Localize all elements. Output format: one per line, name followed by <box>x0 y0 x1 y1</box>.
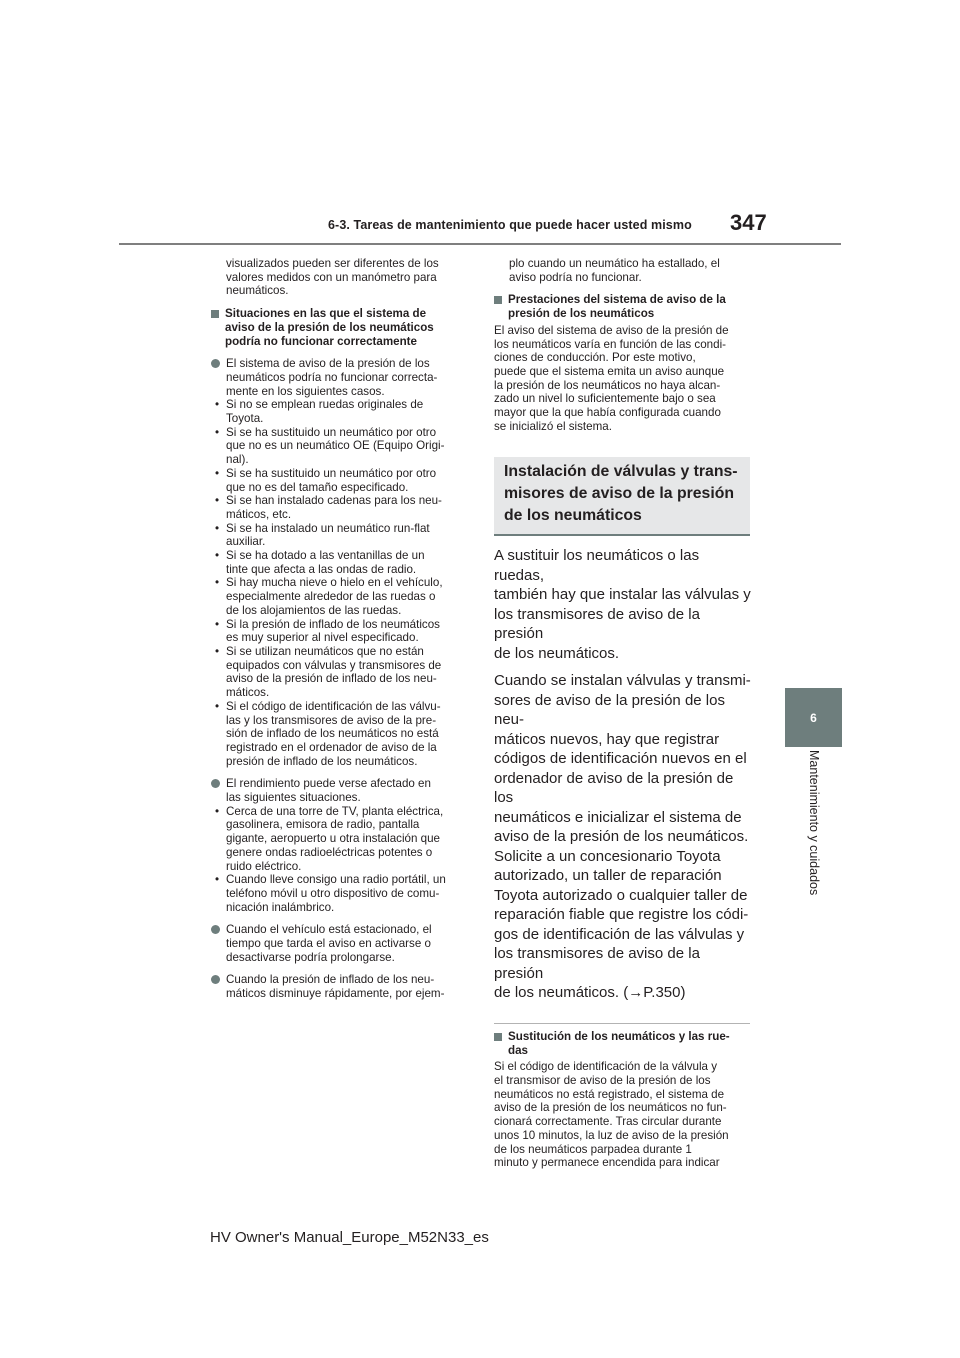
text-line: la presión de los neumáticos no haya alcan- <box>494 378 721 392</box>
sub-item <box>211 398 466 425</box>
sub-item <box>211 549 466 576</box>
text-line: las siguientes situaciones. <box>226 791 361 805</box>
text-line: gigante, aeropuerto u otra instalación que <box>226 832 440 846</box>
right-column <box>494 257 752 1170</box>
header-divider <box>119 243 841 245</box>
bullet-item <box>211 923 466 964</box>
text-line: Sustitución de los neumáticos y las rue- <box>508 1029 730 1043</box>
sub-item <box>211 645 466 700</box>
square-bullet-icon <box>494 296 502 304</box>
bullet-item <box>211 777 466 804</box>
text-line: Si hay mucha nieve o hielo en el vehículo, <box>226 576 443 590</box>
text-line: mente en los siguientes casos. <box>226 384 385 398</box>
section-body <box>494 1060 752 1170</box>
topic-heading-box <box>494 457 750 536</box>
bullet-item <box>211 973 466 1000</box>
text-line: Si se utilizan neumáticos que no están <box>226 644 424 658</box>
text-line: teléfono móvil u otro dispositivo de comu- <box>226 886 440 900</box>
section-heading <box>494 293 752 320</box>
dot-bullet-icon: • <box>215 804 220 818</box>
text-line: registrado en el ordenador de aviso de la <box>226 740 437 754</box>
sub-list <box>211 398 466 768</box>
text-line: El sistema de aviso de la presión de los <box>226 357 430 371</box>
text-line: misores de aviso de la presión <box>504 485 735 503</box>
intro-paragraph <box>211 257 466 298</box>
text-line: aviso de la presión de los neumáticos <box>225 320 434 334</box>
dot-bullet-icon: • <box>215 873 220 887</box>
text-line: también hay que instalar las válvulas y <box>494 586 751 604</box>
text-line: Si no se emplean ruedas originales de <box>226 398 424 412</box>
text-line: ruido eléctrico. <box>226 859 302 873</box>
section-title <box>508 293 726 320</box>
left-column <box>211 257 466 1001</box>
text-line: genere ondas radioeléctricas potentes o <box>226 845 433 859</box>
dot-bullet-icon: • <box>215 644 220 658</box>
text-line: presión de inflado de los neumáticos. <box>226 754 418 768</box>
text-line: nicación inalámbrico. <box>226 900 335 914</box>
body-paragraph <box>494 671 752 1003</box>
bullet-text <box>226 357 437 398</box>
text-line: ordenador de aviso de la presión de los <box>494 769 734 807</box>
text-line: máticos. <box>226 686 270 700</box>
text-line: Cuando el vehículo está estacionado, el <box>226 923 432 937</box>
sub-item <box>211 467 466 494</box>
text-line: neumáticos. <box>226 284 289 298</box>
text-line: máticos disminuye rápidamente, por ejem- <box>226 987 445 1001</box>
section-title <box>508 1030 730 1057</box>
circle-bullet-icon <box>211 975 220 984</box>
text-line: gos de identificación de las válvulas y <box>494 925 745 943</box>
text-line: Toyota. <box>226 412 264 426</box>
text-line: das <box>508 1043 528 1057</box>
text-line: plo cuando un neumático ha estallado, el <box>509 257 720 270</box>
text-line: de los alojamientos de las ruedas. <box>226 603 402 617</box>
section-heading <box>494 1030 752 1057</box>
text-line: los transmisores de aviso de la presión <box>494 945 700 982</box>
text-line: sión de inflado de los neumáticos no está <box>226 727 439 741</box>
text-line: Situaciones en las que el sistema de <box>225 307 427 321</box>
bullet-text <box>226 777 431 804</box>
page-reference-link[interactable]: de los neumáticos. (→P.350) <box>494 984 686 1002</box>
text-line: auxiliar. <box>226 535 266 549</box>
dot-bullet-icon: • <box>215 398 220 412</box>
dot-bullet-icon: • <box>215 699 220 713</box>
sub-item <box>211 522 466 549</box>
text-line: cionará correctamente. Tras circular durante <box>494 1115 722 1129</box>
topic-heading <box>504 461 744 527</box>
text-line: reparación fiable que registre los códi- <box>494 906 749 924</box>
sub-item <box>211 618 466 645</box>
text-line: Si se ha sustituido un neumático por otro <box>226 425 437 439</box>
text-line: códigos de identificación nuevos en el <box>494 750 747 768</box>
page-number: 347 <box>730 210 767 235</box>
text-line: nal). <box>226 453 249 467</box>
text-line: presión de los neumáticos <box>508 307 655 321</box>
text-line: Si se han instalado cadenas para los neu- <box>226 494 442 508</box>
text-line: neumáticos e inicializar el sistema de <box>494 808 742 826</box>
section-header-title: 6-3. Tareas de mantenimiento que puede hacer usted mismo <box>328 218 692 232</box>
text-line: es muy superior al nivel especificado. <box>226 631 419 645</box>
text-line: especialmente alrededor de las ruedas o <box>226 590 436 604</box>
chapter-label-container <box>785 750 842 920</box>
text-line: los transmisores de aviso de la presión <box>494 605 700 643</box>
text-line: zado un nivel lo suficientemente bajo o sea <box>494 392 716 406</box>
text-line: aviso de la presión de inflado de los neu- <box>226 672 437 686</box>
text-line: neumáticos no está registrado, el sistema de <box>494 1087 725 1101</box>
bullet-text <box>226 973 444 1000</box>
text-line: sores de aviso de la presión de los neu- <box>494 691 725 729</box>
text-line: Cuando se instalan válvulas y transmi- <box>494 672 751 690</box>
text-line: equipados con válvulas y transmisores de <box>226 658 442 672</box>
text-line: puede que el sistema emita un aviso aunque <box>494 364 725 378</box>
text-line: gasolinera, emisora de radio, pantalla <box>226 818 420 832</box>
text-line: El aviso del sistema de aviso de la presión de <box>494 323 729 337</box>
circle-bullet-icon <box>211 359 220 368</box>
sub-item <box>211 873 466 914</box>
text-line: autorizado, un taller de reparación <box>494 867 722 885</box>
bullet-item <box>211 357 466 398</box>
text-line: Cerca de una torre de TV, planta eléctrica, <box>226 804 444 818</box>
section-heading <box>211 307 466 348</box>
text-line: que no es del tamaño especificado. <box>226 480 409 494</box>
text-line: Instalación de válvulas y trans- <box>504 463 738 481</box>
sub-item <box>211 426 466 467</box>
dot-bullet-icon: • <box>215 617 220 631</box>
section-divider <box>494 1023 750 1024</box>
text-line: desactivarse podría prolongarse. <box>226 950 395 964</box>
sub-item <box>211 576 466 617</box>
chapter-label: Mantenimiento y cuidados <box>807 750 821 896</box>
text-line: tinte que afecta a las ondas de radio. <box>226 562 417 576</box>
text-line: valores medidos con un manómetro para <box>226 270 437 284</box>
text-line: A sustituir los neumáticos o las ruedas, <box>494 547 700 584</box>
text-line: ciones de conducción. Por este motivo, <box>494 351 696 365</box>
text-line: tiempo que tarda el aviso en activarse o <box>226 937 431 951</box>
text-line: se inicializó el sistema. <box>494 419 612 433</box>
text-line: Cuando la presión de inflado de los neu- <box>226 973 435 987</box>
text-line: Si el código de identificación de la válvula y <box>494 1060 717 1074</box>
text-line: Prestaciones del sistema de aviso de la <box>508 293 726 307</box>
sub-list <box>211 805 466 915</box>
text-line: podría no funcionar correctamente <box>225 334 417 348</box>
text-line: El rendimiento puede verse afectado en <box>226 777 431 791</box>
text-line: máticos nuevos, hay que registrar <box>494 730 720 748</box>
sub-item <box>211 494 466 521</box>
body-paragraph <box>494 546 752 663</box>
text-line: aviso de la presión de los neumáticos no fun- <box>494 1101 727 1115</box>
text-line: las y los transmisores de aviso de la pre- <box>226 713 437 727</box>
bullet-text <box>226 923 432 964</box>
text-line: aviso podría no funcionar. <box>509 270 642 284</box>
text-line: Si se ha instalado un neumático run-flat <box>226 521 430 535</box>
text-line: Toyota autorizado o cualquier taller de <box>494 886 748 904</box>
text-line: los neumáticos varía en función de las condi- <box>494 337 727 351</box>
text-line: de los neumáticos. <box>494 644 620 662</box>
sub-item <box>211 700 466 769</box>
text-line: Si el código de identificación de las válvu- <box>226 699 441 713</box>
text-line: Si se ha sustituido un neumático por otro <box>226 466 437 480</box>
text-line: Solicite a un concesionario Toyota <box>494 847 721 865</box>
text-line: Si se ha dotado a las ventanillas de un <box>226 549 425 563</box>
chapter-tab <box>785 688 842 747</box>
text-line: Cuando lleve consigo una radio portátil, un <box>226 873 446 887</box>
dot-bullet-icon: • <box>215 466 220 480</box>
square-bullet-icon <box>211 310 219 318</box>
text-line: mayor que la que había configurada cuando <box>494 406 721 420</box>
dot-bullet-icon: • <box>215 425 220 439</box>
circle-bullet-icon <box>211 925 220 934</box>
text-line: neumáticos podría no funcionar correcta- <box>226 370 438 384</box>
sub-item <box>211 805 466 874</box>
section-body <box>494 324 752 434</box>
dot-bullet-icon: • <box>215 494 220 508</box>
dot-bullet-icon: • <box>215 549 220 563</box>
text-line: unos 10 minutos, la luz de aviso de la presión <box>494 1128 729 1142</box>
chapter-number: 6 <box>810 710 817 725</box>
text-line: máticos, etc. <box>226 507 292 521</box>
text-line: minuto y permanece encendida para indicar <box>494 1156 720 1170</box>
dot-bullet-icon: • <box>215 576 220 590</box>
text-line: visualizados pueden ser diferentes de los <box>226 257 439 270</box>
footer-manual-id: HV Owner's Manual_Europe_M52N33_es <box>210 1229 489 1246</box>
text-line: Si la presión de inflado de los neumáticos <box>226 617 440 631</box>
text-line: de los neumáticos <box>504 507 642 525</box>
continued-paragraph <box>494 257 752 284</box>
dot-bullet-icon: • <box>215 521 220 535</box>
text-line: de los neumáticos parpadea durante 1 <box>494 1142 692 1156</box>
text-line: aviso de la presión de los neumáticos. <box>494 828 749 846</box>
text-line: que no es un neumático OE (Equipo Origi- <box>226 439 445 453</box>
section-title <box>225 307 434 348</box>
square-bullet-icon <box>494 1033 502 1041</box>
circle-bullet-icon <box>211 779 220 788</box>
text-line: el transmisor de aviso de la presión de los <box>494 1074 711 1088</box>
